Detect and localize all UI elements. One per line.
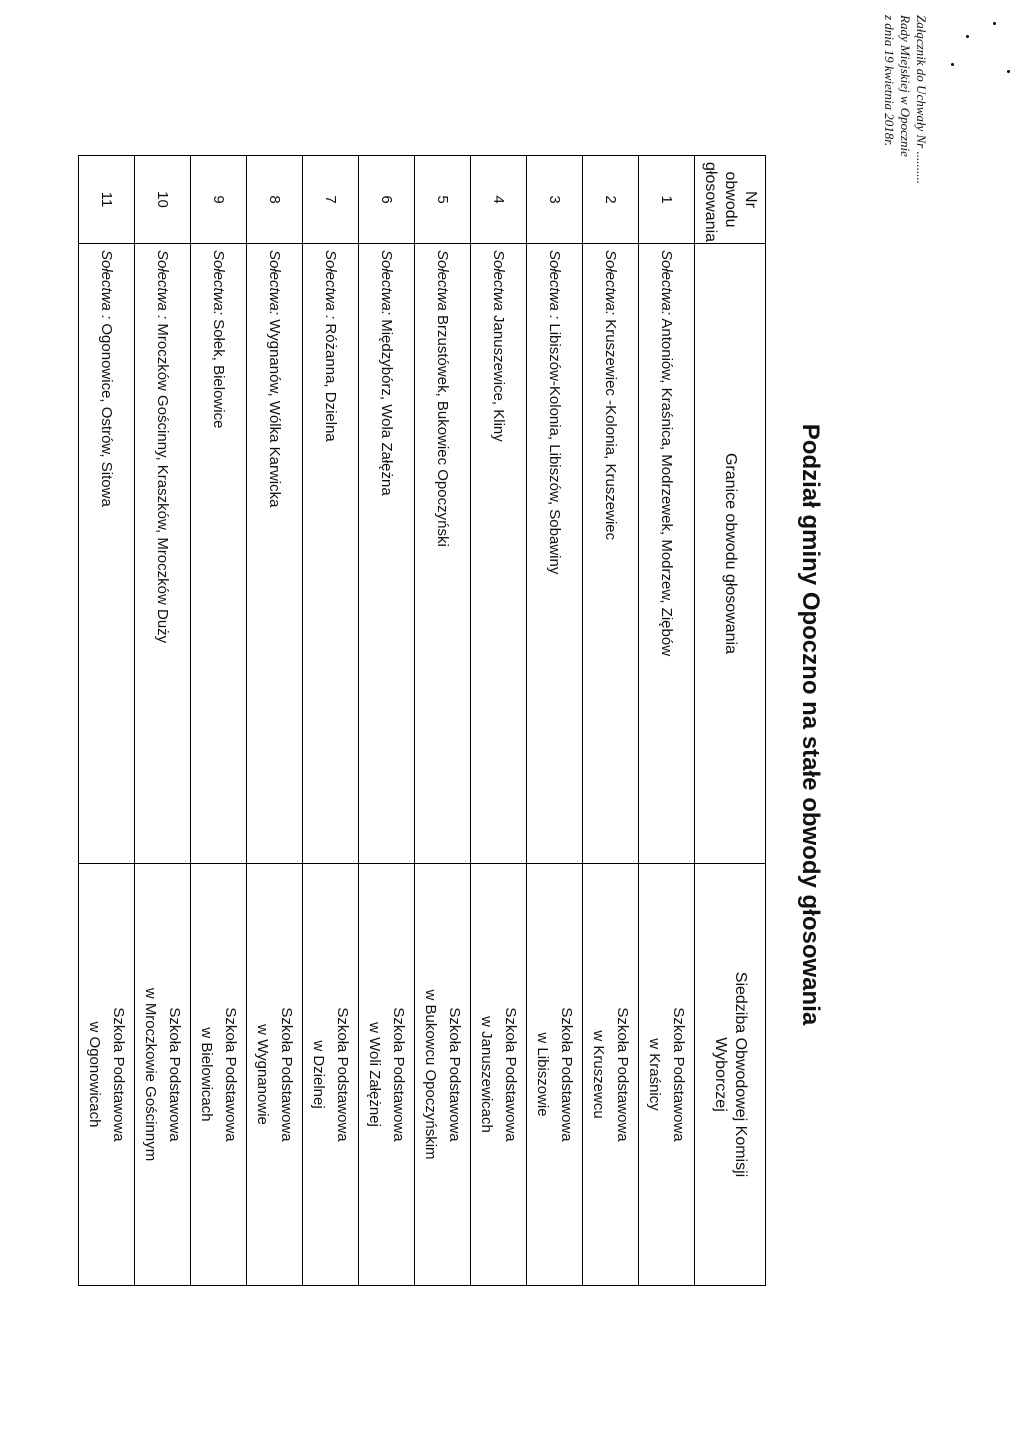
district-number: 11 — [79, 156, 135, 244]
seat-line: Szkoła Podstawowa — [502, 1007, 520, 1142]
bounds-prefix: Sołectwa — [490, 250, 507, 311]
header-line: Siedziba Obwodowej Komisji — [732, 971, 749, 1178]
commission-seat — [135, 864, 191, 1286]
district-number: 5 — [415, 156, 471, 244]
seat-line: Szkoła Podstawowa — [166, 1007, 184, 1142]
seat-line: w Kruszewcu — [590, 1030, 608, 1119]
district-bounds — [247, 244, 303, 864]
bounds-villages: Różanna, Dzielna — [322, 319, 339, 442]
bounds-villages: Januszewice, Kliny — [490, 310, 507, 442]
attachment-note-line: Rady Miejskiej w Opocznie — [898, 15, 913, 157]
district-number: 8 — [247, 156, 303, 244]
attachment-note-line: Załącznik do Uchwały Nr .......... — [914, 15, 929, 184]
bounds-prefix: Sołectwa: — [266, 250, 283, 316]
table-row — [527, 156, 583, 1286]
district-bounds — [415, 244, 471, 864]
seat-line: w Bielowicach — [198, 1027, 216, 1122]
commission-seat — [303, 864, 359, 1286]
header-commission-seat — [695, 864, 766, 1286]
header-line: głosowania — [702, 162, 719, 243]
header-district-bounds: Granice obwodu głosowania — [695, 244, 766, 864]
attachment-note — [881, 15, 929, 184]
bounds-prefix: Sołectwa: — [658, 250, 675, 316]
header-line: Wyborczej — [712, 1037, 729, 1112]
seat-line: Szkoła Podstawowa — [390, 1007, 408, 1142]
district-number: 4 — [471, 156, 527, 244]
district-number: 1 — [639, 156, 695, 244]
bounds-prefix: Sołectwa : — [322, 250, 339, 320]
seat-line: Szkoła Podstawowa — [670, 1007, 688, 1142]
seat-line: w Dzielnej — [310, 1040, 328, 1109]
district-bounds — [471, 244, 527, 864]
bounds-villages: Mroczków Gościnny, Kraszków, Mroczków Duży — [154, 319, 171, 644]
scan-speck — [993, 22, 996, 25]
commission-seat — [359, 864, 415, 1286]
seat-line: Szkoła Podstawowa — [222, 1007, 240, 1142]
commission-seat — [415, 864, 471, 1286]
bounds-prefix: Sołectwa : — [98, 250, 115, 320]
seat-line: Szkoła Podstawowa — [278, 1007, 296, 1142]
table-row — [639, 156, 695, 1286]
header-line: Nr obwodu — [722, 171, 759, 228]
district-bounds — [527, 244, 583, 864]
table-row — [191, 156, 247, 1286]
bounds-villages: Brzustówek, Bukowiec Opoczyński — [434, 310, 451, 547]
document-title: Podział gminy Opoczno na stałe obwody głosowania — [797, 423, 824, 1026]
seat-line: w Bukowcu Opoczyńskim — [422, 989, 440, 1160]
district-bounds — [79, 244, 135, 864]
seat-line: Szkoła Podstawowa — [110, 1007, 128, 1142]
seat-line: Szkoła Podstawowa — [614, 1007, 632, 1142]
table-row — [415, 156, 471, 1286]
bounds-prefix: Sołectwa: — [378, 250, 395, 316]
district-bounds — [359, 244, 415, 864]
bounds-prefix: Sołectwa : — [154, 250, 171, 320]
bounds-prefix: Sołectwa: — [602, 250, 619, 316]
bounds-villages: Libiszów-Kolonia, Libiszów, Sobawiny — [546, 319, 563, 575]
district-number: 3 — [527, 156, 583, 244]
bounds-villages: Wygnanów, Wólka Karwicka — [266, 315, 283, 508]
scan-speck — [951, 63, 954, 66]
bounds-prefix: Sołectwa : — [546, 250, 563, 320]
seat-line: w Wygnanowie — [254, 1024, 272, 1125]
seat-line: Szkoła Podstawowa — [558, 1007, 576, 1142]
bounds-prefix: Sołectwa — [434, 250, 451, 311]
bounds-villages: Antoniów, Kraśnica, Modrzewek, Modrzew, Ziębów — [658, 315, 675, 657]
commission-seat — [471, 864, 527, 1286]
header-district-number — [695, 156, 766, 244]
district-number: 10 — [135, 156, 191, 244]
district-bounds — [191, 244, 247, 864]
bounds-villages: Międzybórz, Wola Załężna — [378, 315, 395, 496]
table-body — [79, 156, 695, 1286]
table-row — [471, 156, 527, 1286]
seat-line: w Mroczkowie Gościnnym — [142, 987, 160, 1162]
seat-line: w Libiszowie — [534, 1032, 552, 1117]
table-row — [135, 156, 191, 1286]
seat-line: w Ogonowicach — [86, 1021, 104, 1128]
seat-line: Szkoła Podstawowa — [446, 1007, 464, 1142]
bounds-prefix: Sołectwa: — [210, 250, 227, 316]
commission-seat — [191, 864, 247, 1286]
district-number: 6 — [359, 156, 415, 244]
district-bounds — [135, 244, 191, 864]
bounds-villages: Ogonowice, Ostrów, Sitowa — [98, 319, 115, 507]
commission-seat — [639, 864, 695, 1286]
seat-line: w Januszewicach — [478, 1016, 496, 1133]
district-bounds — [639, 244, 695, 864]
seat-line: Szkoła Podstawowa — [334, 1007, 352, 1142]
commission-seat — [247, 864, 303, 1286]
commission-seat — [79, 864, 135, 1286]
scan-speck — [1007, 70, 1010, 73]
commission-seat — [583, 864, 639, 1286]
district-number: 7 — [303, 156, 359, 244]
table-row — [247, 156, 303, 1286]
district-number: 2 — [583, 156, 639, 244]
bounds-villages: Sołek, Bielowice — [210, 315, 227, 429]
district-number: 9 — [191, 156, 247, 244]
table-row — [79, 156, 135, 1286]
commission-seat — [527, 864, 583, 1286]
table-header-row — [695, 156, 766, 1286]
table-row — [583, 156, 639, 1286]
bounds-villages: Kruszewiec -Kolonia, Kruszewiec — [602, 315, 619, 541]
seat-line: w Kraśnicy — [646, 1038, 664, 1111]
table-row — [303, 156, 359, 1286]
district-bounds — [583, 244, 639, 864]
scan-speck — [966, 35, 969, 38]
table-row — [359, 156, 415, 1286]
seat-line: w Woli Załężnej — [366, 1022, 384, 1127]
voting-districts-table — [78, 155, 766, 1286]
attachment-note-line: z dnia 19 kwietnia 2018r. — [882, 15, 897, 147]
district-bounds — [303, 244, 359, 864]
